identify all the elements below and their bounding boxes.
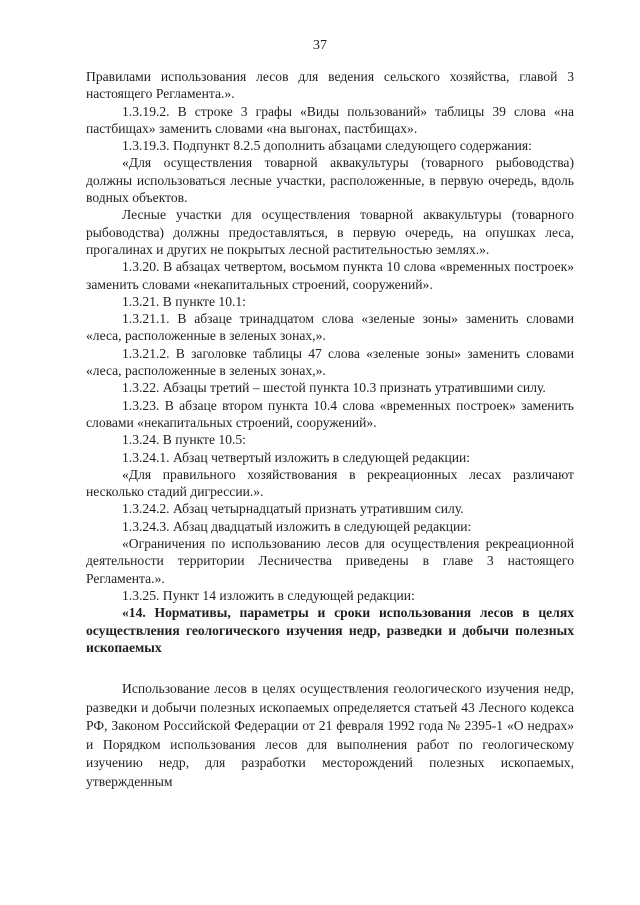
paragraph: 1.3.19.2. В строке 3 графы «Виды пользований» таблицы 39 слова «на пастбищах» заменить словами «на выгонах, пастбищах».	[86, 103, 574, 136]
paragraph: 1.3.24.1. Абзац четвертый изложить в следующей редакции:	[122, 449, 471, 465]
paragraph: «Ограничения по использованию лесов для осуществления рекреационной деятельности территории Лесничества приведены в главе 3 настоящего Регламента.».	[86, 536, 574, 586]
paragraph: 1.3.25. Пункт 14 изложить в следующей редакции:	[122, 587, 415, 603]
document-body	[86, 68, 574, 792]
paragraph: 1.3.19.3. Подпункт 8.2.5 дополнить абзацами следующего содержания:	[122, 138, 532, 154]
paragraph: 1.3.21. В пункте 10.1:	[122, 293, 246, 309]
paragraph: «Для правильного хозяйствования в рекреационных лесах различают несколько стадий дигрессии.».	[86, 466, 574, 500]
paragraph: Лесные участки для осуществления товарной аквакультуры (товарного рыбоводства) должны предоставляться, в первую очередь, на опушках леса, прогалинах и других не покрытых лесной растительностью землях.».	[86, 207, 574, 257]
page-number: 37	[313, 38, 327, 53]
paragraph: «Для осуществления товарной аквакультуры (товарного рыбоводства) должны использоваться лесные участки, расположенные, в первую очередь, вдоль водных объектов.	[86, 155, 574, 206]
paragraph: Правилами использования лесов для ведения сельского хозяйства, главой 3 настоящего Регламента.».	[86, 69, 574, 102]
section-heading: «14. Нормативы, параметры и сроки использования лесов в целях осуществления геологического изучения недр, разведки и добычи полезных ископаемых	[86, 605, 574, 655]
paragraph: 1.3.24.2. Абзац четырнадцатый признать утратившим силу.	[122, 501, 464, 517]
paragraph: 1.3.24. В пункте 10.5:	[122, 432, 246, 448]
paragraph: 1.3.22. Абзацы третий – шестой пункта 10.3 признать утратившими силу.	[122, 380, 546, 396]
paragraph: 1.3.23. В абзаце втором пункта 10.4 слова «временных построек» заменить словами «некапитальных строений, сооружений».	[86, 397, 574, 430]
paragraph: 1.3.24.3. Абзац двадцатый изложить в следующей редакции:	[122, 518, 472, 534]
paragraph: 1.3.21.2. В заголовке таблицы 47 слова «зеленые зоны» заменить словами «леса, расположенные в зеленых зонах,».	[86, 345, 574, 379]
paragraph: 1.3.20. В абзацах четвертом, восьмом пункта 10 слова «временных построек» заменить словами «некапитальных строений, сооружений».	[86, 259, 574, 292]
paragraph: Использование лесов в целях осуществления геологического изучения недр, разведки и добычи полезных ископаемых определяется статьей 43 Лесного кодекса РФ, Законом Российской Федерации от 21 февраля 1992 года № 2395-1 «О недрах» и Порядком использования лесов для выполнения работ по геологическому изучению недр, для разработки месторождений полезных ископаемых, утвержденным	[86, 681, 574, 790]
paragraph: 1.3.21.1. В абзаце тринадцатом слова «зеленые зоны» заменить словами «леса, расположенные в зеленых зонах,».	[86, 311, 574, 344]
